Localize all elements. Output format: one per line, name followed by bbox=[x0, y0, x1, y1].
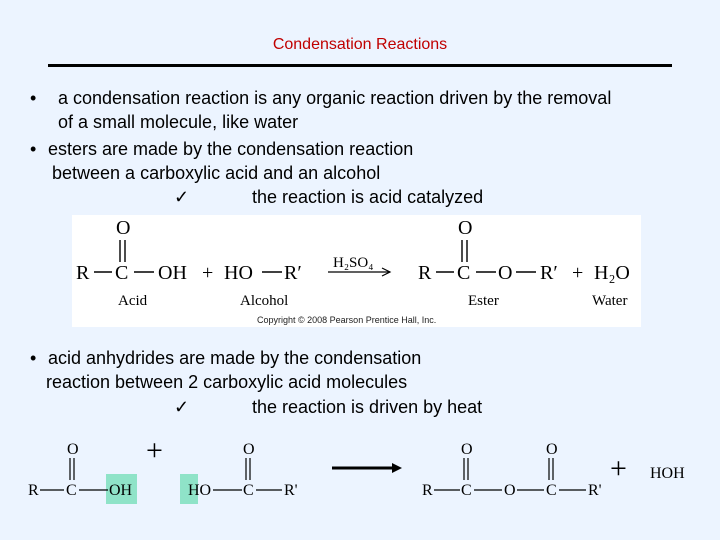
bullet-dot: • bbox=[30, 88, 37, 108]
bullet-1-line2: of a small molecule, like water bbox=[58, 112, 299, 132]
bullet-2-line2: between a carboxylic acid and an alcohol bbox=[52, 163, 381, 183]
ester-C: C bbox=[457, 262, 471, 284]
acid-C: C bbox=[115, 262, 129, 284]
prod-O1: O bbox=[461, 441, 473, 458]
bullet-dot: • bbox=[30, 348, 37, 368]
ester-R-prime: R′ bbox=[540, 262, 558, 284]
mol2-O: O bbox=[243, 441, 255, 458]
ester-R: R bbox=[418, 262, 432, 284]
bullet-3-line2: reaction between 2 carboxylic acid molecules bbox=[46, 372, 408, 392]
prod-O2: O bbox=[546, 441, 558, 458]
prod-C1: C bbox=[461, 482, 472, 499]
prod-O-bridge: O bbox=[504, 482, 516, 499]
mol1-C: C bbox=[66, 482, 77, 499]
ester-O-link: O bbox=[498, 262, 513, 284]
label-alcohol: Alcohol bbox=[240, 293, 289, 309]
prod-R-prime: R' bbox=[588, 482, 602, 499]
prod-C2: C bbox=[546, 482, 557, 499]
hoh-formula: HOH bbox=[650, 465, 685, 482]
plus-sign-2: + bbox=[572, 262, 584, 284]
copyright-note: Copyright © 2008 Pearson Prentice Hall, Inc. bbox=[257, 315, 437, 325]
mol2-R-prime: R' bbox=[284, 482, 298, 499]
mol2-HO: HO bbox=[188, 482, 212, 499]
ester-O: O bbox=[458, 217, 473, 239]
title-underline bbox=[48, 64, 672, 67]
plus-sign-3: + bbox=[146, 434, 163, 467]
mol1-O: O bbox=[67, 441, 79, 458]
ester-equation-image bbox=[72, 215, 641, 327]
mol2-C: C bbox=[243, 482, 254, 499]
checkmark-icon: ✓ bbox=[174, 397, 190, 417]
bullet-dot: • bbox=[30, 139, 37, 159]
bullet-1-line1: a condensation reaction is any organic reaction driven by the removal bbox=[58, 88, 612, 108]
plus-sign-4: + bbox=[610, 452, 627, 485]
slide-title: Condensation Reactions bbox=[272, 36, 448, 53]
check-2-text: the reaction is driven by heat bbox=[252, 397, 483, 417]
catalyst-label: H₂SO₄ bbox=[333, 255, 374, 271]
bullet-2-line1: esters are made by the condensation reaction bbox=[48, 139, 414, 159]
bullet-3-line1: acid anhydrides are made by the condensation bbox=[48, 348, 422, 368]
checkmark-icon: ✓ bbox=[174, 187, 190, 207]
plus-sign: + bbox=[202, 262, 214, 284]
mol1-R: R bbox=[28, 482, 39, 499]
acid-O: O bbox=[116, 217, 131, 239]
alcohol-R: R′ bbox=[284, 262, 302, 284]
acid-OH: OH bbox=[158, 262, 187, 284]
mol1-OH: OH bbox=[109, 482, 133, 499]
acid-R: R bbox=[76, 262, 90, 284]
water-formula: H₂O bbox=[594, 262, 630, 284]
label-acid: Acid bbox=[118, 293, 148, 309]
ester-equation-diagram bbox=[72, 215, 641, 327]
label-water: Water bbox=[592, 293, 628, 309]
anhydride-equation-diagram bbox=[0, 430, 720, 540]
prod-R: R bbox=[422, 482, 433, 499]
alcohol-HO: HO bbox=[224, 262, 253, 284]
check-1-text: the reaction is acid catalyzed bbox=[252, 187, 484, 207]
label-ester: Ester bbox=[468, 293, 499, 309]
